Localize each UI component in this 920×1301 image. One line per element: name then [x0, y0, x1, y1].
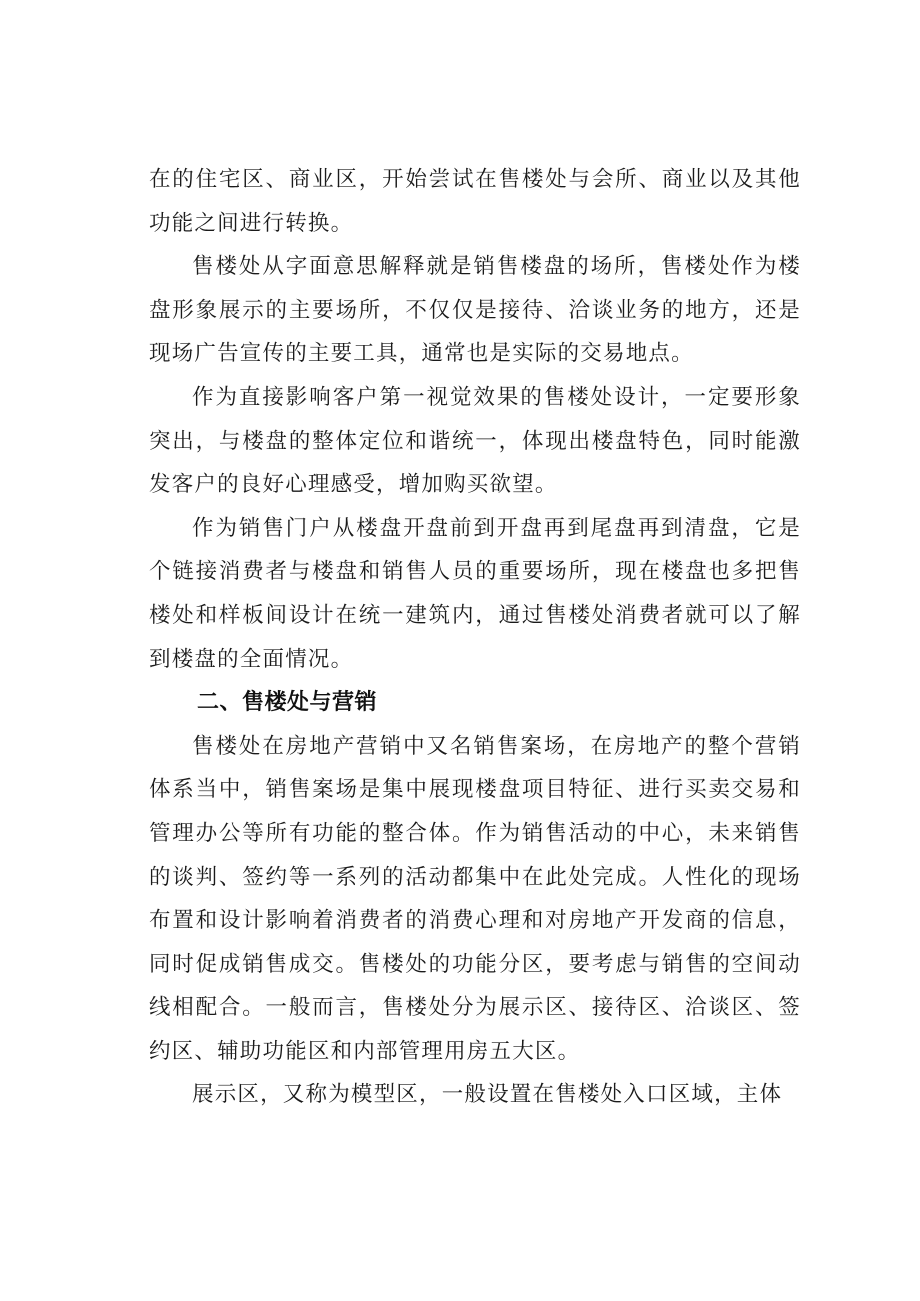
- paragraph-sales-office-design: 作为直接影响客户第一视觉效果的售楼处设计，一定要形象突出，与楼盘的整体定位和谐统一，体现出楼盘特色，同时能激发客户的良好心理感受，增加购买欲望。: [149, 384, 801, 498]
- paragraph-continued: 在的住宅区、商业区，开始尝试在售楼处与会所、商业以及其他功能之间进行转换。: [149, 167, 801, 236]
- paragraph-sales-portal: 作为销售门户从楼盘开盘前到开盘再到尾盘再到清盘，它是个链接消费者与楼盘和销售人员的重要场所，现在楼盘也多把售楼处和样板间设计在统一建筑内，通过售楼处消费者就可以了解到楼盘的全面情况。: [149, 515, 801, 672]
- document-body: [149, 158, 801, 1117]
- section-heading: 二、售楼处与营销: [197, 690, 378, 716]
- paragraph-sales-office-definition: 售楼处从字面意思解释就是销售楼盘的场所，售楼处作为楼盘形象展示的主要场所，不仅仅是接待、洽谈业务的地方，还是现场广告宣传的主要工具，通常也是实际的交易地点。: [149, 254, 801, 367]
- paragraph-display-area: 展示区，又称为模型区，一般设置在售楼处入口区域，主体: [192, 1082, 783, 1108]
- paragraph-sales-venue: 售楼处在房地产营销中又名销售案场，在房地产的整个营销体系当中，销售案场是集中展现楼盘项目特征、进行买卖交易和管理办公等所有功能的整合体。作为销售活动的中心，未来销售的谈判、签约等一系列的活动都集中在此处完成。人性化的现场布置和设计影响着消费者的消费心理和对房地产开发商的信息，同时促成销售成交。售楼处的功能分区，要考虑与销售的空间动线相配合。一般而言，售楼处分为展示区、接待区、洽谈区、签约区、辅助功能区和内部管理用房五大区。: [149, 733, 801, 1064]
